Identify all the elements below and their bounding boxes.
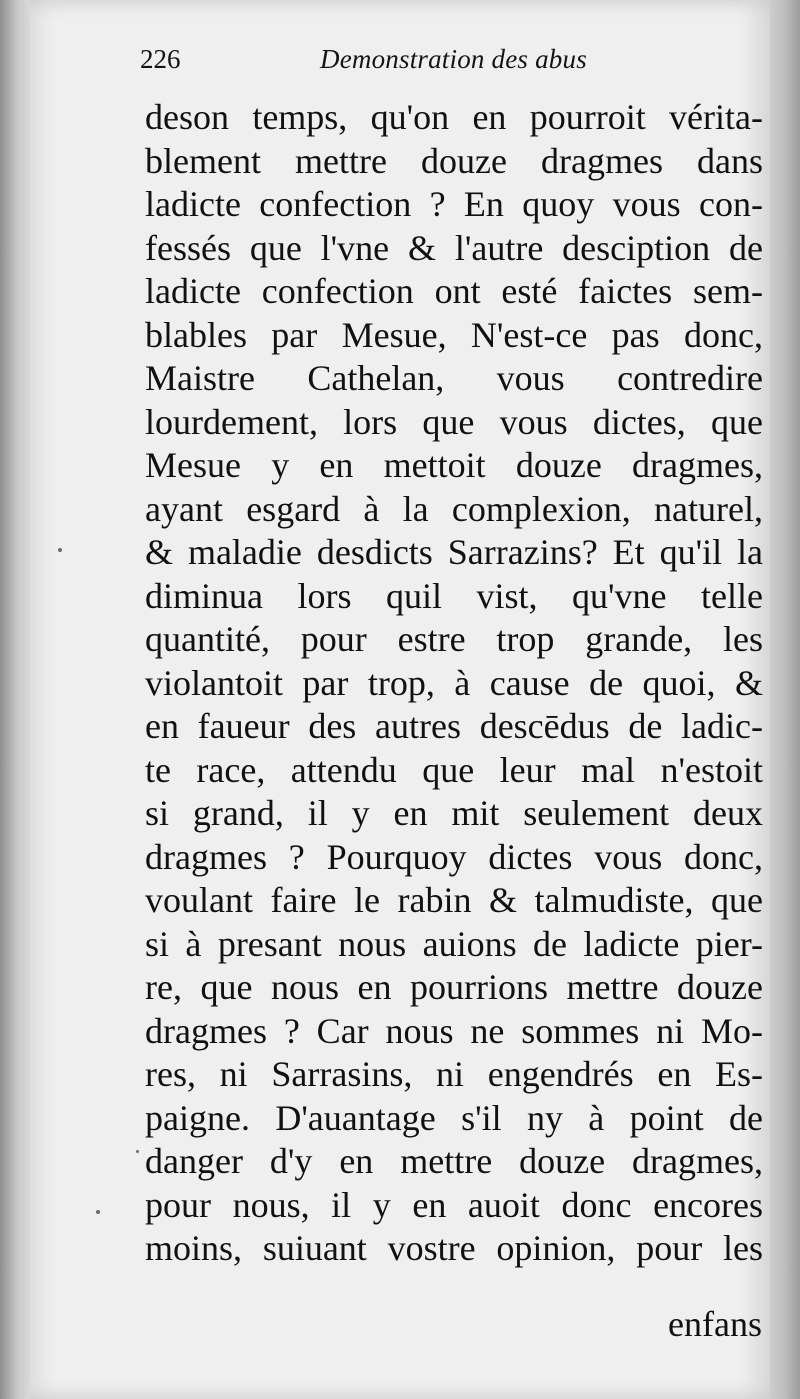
catchword: enfans <box>668 1304 762 1344</box>
text-line: te race, attendu que leur mal n'estoit <box>145 749 763 790</box>
body-text <box>145 96 763 1271</box>
text-line: dragmes ? Pourquoy dictes vous donc, <box>145 836 763 877</box>
text-line: lourdement, lors que vous dictes, que <box>145 401 763 442</box>
text-line: Maistre Cathelan, vous contredire <box>145 358 763 398</box>
text-line: Mesue y en mettoit douze dragmes, <box>145 445 763 485</box>
text-line: & maladie desdicts Sarrazins? Et qu'il la <box>145 532 763 572</box>
text-line: ladicte confection ? En quoy vous con- <box>145 184 763 224</box>
text-line: res, ni Sarrasins, ni engendrés en Es- <box>145 1054 763 1094</box>
text-line: violantoit par trop, à cause de quoi, & <box>145 662 763 703</box>
text-line: voulant faire le rabin & talmudiste, que <box>145 880 763 920</box>
text-line: moins, suiuant vostre opinion, pour les <box>145 1228 763 1268</box>
ink-speck <box>136 1150 139 1153</box>
text-line: blables par Mesue, N'est-ce pas donc, <box>145 314 763 355</box>
text-line: deson temps, qu'on en pourroit vérita- <box>145 97 763 137</box>
text-line: diminua lors quil vist, qu'vne telle <box>145 575 763 616</box>
ink-speck <box>58 548 62 552</box>
ink-speck <box>96 1210 100 1214</box>
running-head <box>140 44 740 84</box>
page-number: 226 <box>140 44 181 74</box>
text-line: quantité, pour estre trop grande, les <box>145 619 763 659</box>
text-line: re, que nous en pourrions mettre douze <box>145 967 763 1007</box>
text-line: pour nous, il y en auoit donc encores <box>145 1184 763 1225</box>
text-line: blement mettre douze dragmes dans <box>145 140 763 181</box>
text-line: ladicte confection ont esté faictes sem- <box>145 271 763 311</box>
text-line: ayant esgard à la complexion, naturel, <box>145 488 763 529</box>
running-title: Demonstration des abus <box>320 44 587 74</box>
text-line: en faueur des autres descēdus de ladic- <box>145 706 763 746</box>
text-line: dragmes ? Car nous ne sommes ni Mo- <box>145 1010 763 1051</box>
text-line: fessés que l'vne & l'autre desciption de <box>145 227 763 268</box>
text-line: paigne. D'auantage s'il ny à point de <box>145 1097 763 1138</box>
text-line: si grand, il y en mit seulement deux <box>145 793 763 833</box>
text-line: si à presant nous auions de ladicte pier- <box>145 923 763 964</box>
text-line: danger d'y en mettre douze dragmes, <box>145 1141 763 1181</box>
